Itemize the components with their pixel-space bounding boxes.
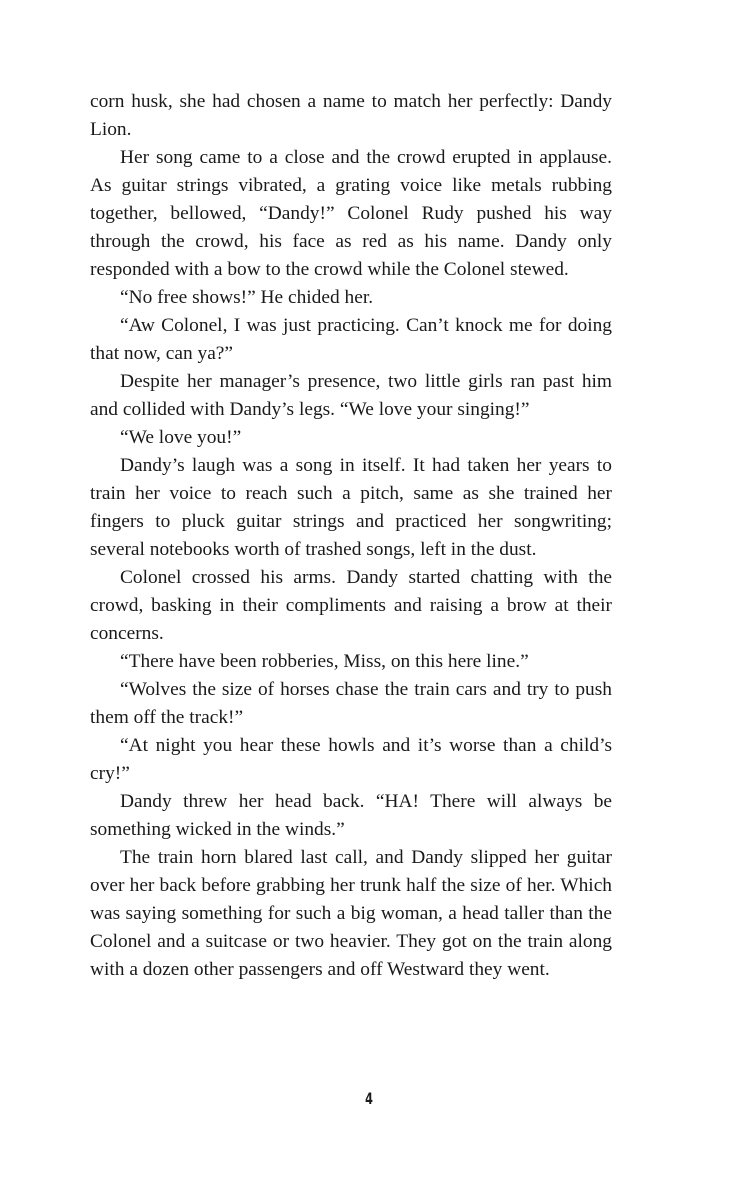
page-number: 4 (365, 1089, 373, 1108)
paragraph: “We love you!” (120, 427, 242, 448)
paragraph: “At night you hear these howls and it’s worse than a child’s cry!” (90, 735, 612, 784)
paragraph: Dandy’s laugh was a song in itself. It had taken her years to train her voice to reach such a pitch, same as she trained her fingers to pluck guitar strings and practiced her songwriting; several notebooks worth of trashed songs, left in the dust. (90, 455, 612, 560)
body-text (90, 88, 612, 984)
paragraph-continued: corn husk, she had chosen a name to match her perfectly: Dandy Lion. (90, 91, 612, 140)
paragraph: Dandy threw her head back. “HA! There will always be something wicked in the winds.” (90, 791, 612, 840)
paragraph: “Wolves the size of horses chase the train cars and try to push them off the track!” (90, 679, 612, 728)
paragraph: The train horn blared last call, and Dandy slipped her guitar over her back before grabbing her trunk half the size of her. Which was saying something for such a big woman, a head taller than the Colonel and a suitcase or two heavier. They got on the train along with a dozen other passengers and off Westward they went. (90, 847, 612, 980)
paragraph: Colonel crossed his arms. Dandy started chatting with the crowd, basking in their compliments and raising a brow at their concerns. (90, 567, 612, 644)
paragraph: “No free shows!” He chided her. (120, 287, 374, 308)
paragraph: “Aw Colonel, I was just practicing. Can’t knock me for doing that now, can ya?” (90, 315, 612, 364)
paragraph: Her song came to a close and the crowd erupted in applause. As guitar strings vibrated, a grating voice like metals rubbing together, bellowed, “Dandy!” Colonel Rudy pushed his way through the crowd, his face as red as his name. Dandy only responded with a bow to the crowd while the Colonel stewed. (90, 147, 612, 280)
paragraph: “There have been robberies, Miss, on this here line.” (120, 651, 529, 672)
paragraph: Despite her manager’s presence, two little girls ran past him and collided with Dandy’s legs. “We love your singing!” (90, 371, 612, 420)
